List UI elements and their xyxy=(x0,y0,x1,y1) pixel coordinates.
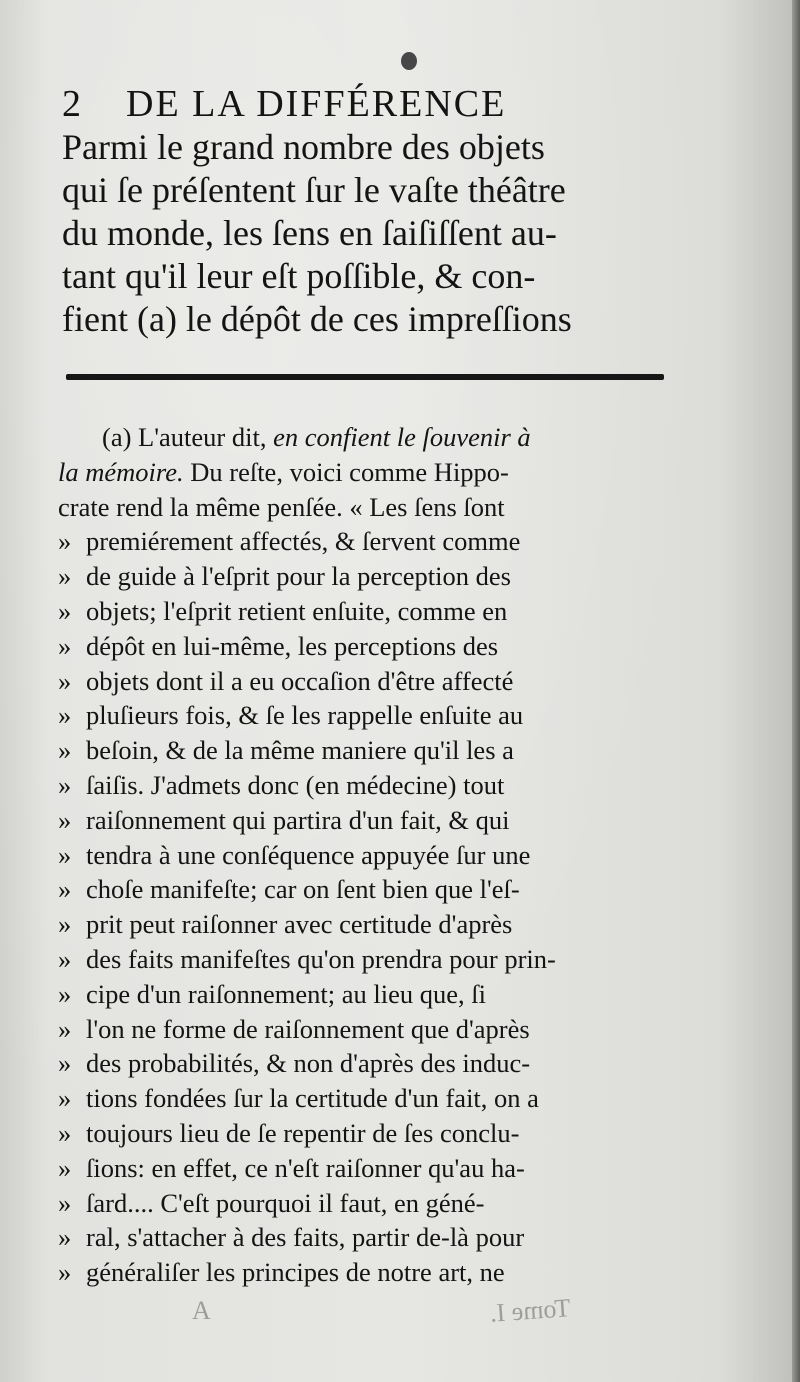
quoted-line xyxy=(58,733,678,768)
quote-mark: » xyxy=(58,943,72,974)
page-number: 2 xyxy=(62,83,83,125)
quoted-lines xyxy=(58,524,678,1290)
quoted-line xyxy=(58,1186,678,1221)
quote-mark: » xyxy=(58,839,72,870)
quoted-text: prit peut raiſonner avec certitude d'après xyxy=(86,909,513,940)
quoted-line xyxy=(58,872,678,907)
footnote-line: crate rend la même penſée. « Les ſens ſont xyxy=(58,491,505,522)
quote-mark: » xyxy=(58,630,72,661)
quote-mark: » xyxy=(58,1013,72,1044)
footnote-line xyxy=(58,420,678,455)
quote-mark: » xyxy=(58,595,72,626)
quote-mark: » xyxy=(58,1222,72,1253)
quoted-text: des faits manifeſtes qu'on prendra pour prin- xyxy=(86,943,556,974)
quote-mark: » xyxy=(58,1152,72,1183)
footnote-marker: (a) xyxy=(102,422,132,452)
quoted-text: toujours lieu de ſe repentir de ſes conclu- xyxy=(86,1117,520,1148)
quoted-line xyxy=(58,594,678,629)
quoted-line xyxy=(58,907,678,942)
quoted-text: dépôt en lui-même, les perceptions des xyxy=(86,630,499,661)
quoted-text: ſions: en effet, ce n'eſt raiſonner qu'au ha- xyxy=(86,1152,525,1183)
quote-mark: » xyxy=(58,874,72,905)
quoted-text: premiérement affectés, & ſervent comme xyxy=(86,526,521,557)
quote-mark: » xyxy=(58,769,72,800)
footnote-line xyxy=(58,455,678,490)
quoted-text: l'on ne forme de raiſonnement que d'après xyxy=(86,1013,530,1044)
quoted-line xyxy=(58,524,678,559)
quoted-text: ſaiſis. J'admets donc (en médecine) tout xyxy=(86,769,505,800)
quoted-line xyxy=(58,1012,678,1047)
quoted-text: de guide à l'eſprit pour la perception des xyxy=(86,561,511,592)
main-text-line: tant qu'il leur eſt poſſible, & con- xyxy=(62,256,536,296)
footnote-text: L'auteur dit, xyxy=(138,422,267,452)
quoted-text: des probabilités, & non d'après des induc- xyxy=(86,1048,531,1079)
footnote-rule xyxy=(66,374,664,380)
quote-mark: » xyxy=(58,1048,72,1079)
footnote-italic: la mémoire. xyxy=(58,456,184,487)
quoted-text: objets dont il a eu occaſion d'être affecté xyxy=(86,665,514,696)
quoted-line xyxy=(58,1255,678,1290)
quote-mark: » xyxy=(58,804,72,835)
quote-mark: » xyxy=(58,909,72,940)
quote-mark: » xyxy=(58,978,72,1009)
quote-mark: » xyxy=(58,735,72,766)
main-text xyxy=(62,126,672,341)
quoted-line xyxy=(58,559,678,594)
tome-mark: Tome I. xyxy=(489,1293,572,1328)
quoted-line xyxy=(58,977,678,1012)
quoted-line xyxy=(58,698,678,733)
quoted-text: cipe d'un raiſonnement; au lieu que, ſi xyxy=(86,978,486,1009)
footnote-text: Du reſte, voici comme Hippo- xyxy=(190,456,509,487)
quoted-line xyxy=(58,838,678,873)
quote-mark: » xyxy=(58,1083,72,1114)
quote-mark: » xyxy=(58,665,72,696)
quoted-line xyxy=(58,1220,678,1255)
quoted-text: choſe manifeſte; car on ſent bien que l'eſ- xyxy=(86,874,520,905)
quoted-text: pluſieurs fois, & ſe les rappelle enſuite au xyxy=(86,700,524,731)
quoted-text: beſoin, & de la même maniere qu'il les a xyxy=(86,735,514,766)
quoted-line xyxy=(58,629,678,664)
quoted-text: ral, s'attacher à des faits, partir de-là pour xyxy=(86,1222,525,1253)
main-text-line: fient (a) le dépôt de ces impreſſions xyxy=(62,299,572,339)
quoted-line xyxy=(58,942,678,977)
page-edge xyxy=(792,0,800,1382)
quoted-line xyxy=(58,768,678,803)
main-text-line: qui ſe préſentent ſur le vaſte théâtre xyxy=(62,170,566,210)
running-header xyxy=(62,84,662,124)
quote-mark: » xyxy=(58,1187,72,1218)
quote-mark: » xyxy=(58,700,72,731)
quoted-text: raiſonnement qui partira d'un fait, & qui xyxy=(86,804,510,835)
signature-mark: A xyxy=(192,1296,211,1325)
running-title: DE LA DIFFÉRENCE xyxy=(126,83,507,125)
quote-mark: » xyxy=(58,1117,72,1148)
footnote xyxy=(58,420,678,1290)
ink-blot xyxy=(401,52,417,70)
quoted-text: tendra à une conſéquence appuyée ſur une xyxy=(86,839,531,870)
quoted-line xyxy=(58,1151,678,1186)
footnote-italic: en confient le ſouvenir à xyxy=(273,422,531,452)
quoted-line xyxy=(58,1081,678,1116)
quote-mark: » xyxy=(58,526,72,557)
quoted-text: ſard.... C'eſt pourquoi il faut, en géné- xyxy=(86,1187,485,1218)
main-text-line: Parmi le grand nombre des objets xyxy=(62,127,545,167)
quoted-text: objets; l'eſprit retient enſuite, comme en xyxy=(86,595,508,626)
quote-mark: » xyxy=(58,561,72,592)
quoted-text: généraliſer les principes de notre art, ne xyxy=(86,1257,505,1288)
quoted-line xyxy=(58,1046,678,1081)
quote-mark: » xyxy=(58,1257,72,1288)
main-text-line: du monde, les ſens en ſaiſiſſent au- xyxy=(62,213,557,253)
quoted-text: tions fondées ſur la certitude d'un fait, on a xyxy=(86,1083,539,1114)
quoted-line xyxy=(58,664,678,699)
quoted-line xyxy=(58,803,678,838)
quoted-line xyxy=(58,1116,678,1151)
